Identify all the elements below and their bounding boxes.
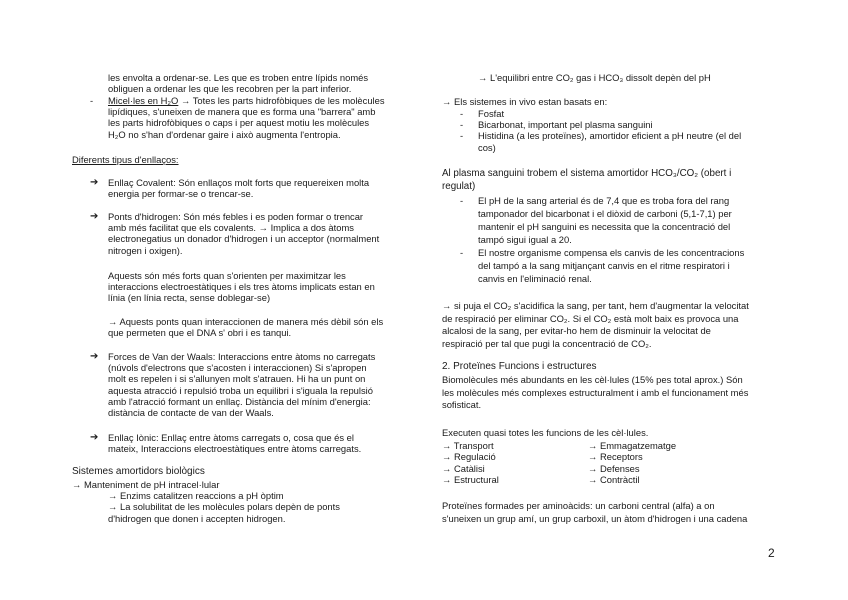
hydrogen-paragraph-2	[108, 270, 406, 304]
text-line: Enllaç Covalent: Són enllaços molt forts que requereixen molta	[108, 177, 370, 188]
arrow-bullet-icon: ➔	[90, 177, 99, 188]
text-line: Forces de Van der Waals: Interaccions entre àtoms no carregats	[108, 351, 376, 362]
invivo-list	[460, 108, 778, 153]
text-line: → Enzims catalitzen reaccions a pH òptim	[108, 490, 284, 502]
equilibrium-line: → L'equilibri entre CO₂ gas i HCO₃ dissolt depèn del pH	[478, 72, 711, 83]
text-line: electronegatius un donador d'hidrogen i un acceptor (normalment	[108, 233, 380, 245]
proteins-heading: 2. Proteïnes Funcions i estructures	[442, 361, 597, 372]
functions-row: → Regulació → Receptors	[442, 451, 643, 463]
text-line: sofisticat.	[442, 399, 482, 411]
bullet-dash: -	[90, 95, 94, 106]
text-line: respiració per tal que pugi la concentració de CO₂.	[442, 337, 652, 349]
co2-paragraph	[442, 300, 778, 350]
text-line: Aquests són més forts quan s'orienten per maximitzar les	[108, 270, 346, 281]
text-line: Enllaç Iònic: Enllaç entre àtoms carregats o, cosa que és el	[108, 432, 354, 443]
text-line: les envolta a ordenar-se. Les que es troben entre lípids només	[108, 72, 369, 83]
arrow-glyph: →	[180, 95, 191, 106]
bullet-dash: -	[460, 108, 464, 119]
page-number: 2	[768, 546, 775, 560]
text-line: → Manteniment de pH intracel·lular	[72, 479, 220, 490]
text-line: nitrogen i oxigen).	[108, 244, 183, 256]
hydrogen-paragraph-3	[108, 316, 406, 338]
functions-row: → Transport → Emmagatzematge	[442, 440, 677, 451]
text-line: tamponador del bicarbonat i el diòxid de carboni (5,1-7,1) per	[478, 208, 732, 219]
text-line: El pH de la sang arterial és de 7,4 que es troba fora del rang	[478, 195, 730, 206]
functions-intro: Executen quasi totes les funcions de les cèl·lules.	[442, 427, 649, 438]
proteins-paragraph	[442, 374, 778, 412]
micelles-label: Micel·les en H₂O	[108, 95, 179, 106]
plasma-paragraph	[442, 167, 778, 193]
text-line: Al plasma sanguini trobem el sistema amortidor HCO₃/CO₂ (obert i	[442, 168, 732, 179]
list-item: - Bicarbonat, important pel plasma sanguini	[460, 119, 653, 131]
text-line: (núvols d'electrons que s'acosten i interaccionen) Si s'apropen	[108, 362, 367, 374]
text-line: d'hidrogen que donen i accepten hidrogen.	[108, 512, 286, 524]
list-item: - Fosfat	[460, 108, 505, 119]
functions-table	[442, 440, 762, 485]
text-line: del tampó a la sang mitjançant canvis en el ritme respiratori i	[478, 260, 730, 271]
text-line: Totes les parts hidrofòbiques de les molècules	[192, 95, 385, 106]
invivo-intro: → Els sistemes in vivo estan basats en:	[442, 96, 608, 107]
arrow-bullet-icon: ➔	[90, 211, 99, 222]
text-line: distància de contacte de van der Waals.	[108, 407, 274, 419]
text-line: amb l'atracció formant un enllaç. Distància del mínim d'energia:	[108, 395, 371, 407]
text-line: molt es repelen i si s'allunyen molt s'atrauen. Hi ha un punt on	[108, 373, 366, 385]
text-line: les molècules més complexes estructuralment i amb el funcionament més	[442, 386, 749, 398]
aminoacids-paragraph	[442, 499, 778, 525]
text-line: H₂O no s'han d'ordenar gaire i això augmenta l'entropia.	[108, 128, 341, 140]
section-heading-links: Diferents tipus d'enllaços:	[72, 154, 179, 165]
arrow-bullet-icon: ➔	[90, 351, 99, 362]
bullet-dash: -	[460, 119, 464, 131]
bullet-dash: -	[460, 195, 464, 206]
text-line: interaccions electroestàtiques i els tres àtoms implicats estan en	[108, 281, 375, 293]
text-line: regulat)	[442, 181, 476, 192]
text-line: tampó sigui igual a 20.	[478, 234, 572, 245]
text-line: s'uneixen un grup amí, un grup carboxil, un àtom d'hidrogen i una cadena	[442, 513, 748, 524]
text-line: obliguen a ordenar les que les recobren per la part inferior.	[108, 83, 352, 95]
text-line: mateix, Interaccions electroestàtiques entre àtoms carregats.	[108, 443, 362, 455]
functions-row: → Estructural → Contràctil	[442, 473, 640, 485]
list-item: - Histidina (a les proteïnes), amortidor eficient a pH neutre (el del cos)	[460, 130, 742, 153]
text-line: alcalosi de la sang, per evitar-ho hem de disminuir la velocitat de	[442, 325, 711, 337]
text-line: lipídiques, s'uneixen de manera que es forma una "barrera" amb	[108, 106, 376, 118]
text-line: mantenir el pH sanguini es necessita que la concentració del	[478, 221, 731, 232]
intro-paragraph	[108, 72, 406, 94]
text-line: energia per formar-se o trencar-se.	[108, 188, 254, 200]
text-line: → Aquests ponts quan interaccionen de manera més dèbil són els	[108, 316, 384, 327]
text-line: El nostre organisme compensa els canvis de les concentracions	[478, 247, 745, 258]
text-line: Ponts d'hidrogen: Són més febles i es poden formar o trencar	[108, 211, 364, 222]
text-line: de respiració per eliminar CO₂. Si el CO₂ està molt baix es provoca una	[442, 312, 739, 324]
text-line: que permeten que el DNA s' obri i es tanqui.	[108, 327, 292, 339]
text-line: línia (en línia recta, sense doblegar-se)	[108, 292, 271, 304]
text-line: Proteïnes formades per aminoàcids: un carboni central (alfa) a on	[442, 500, 715, 511]
text-line: les parts hidrofòbiques o caps i per aquest motiu les molècules	[108, 117, 370, 129]
buffers-list	[72, 479, 408, 524]
bullet-dash: -	[460, 247, 464, 258]
text-line: aquesta atracció i repulsió troba un equilibri i s'iguala la repulsió	[108, 384, 373, 396]
text-line: → La solubilitat de les molècules polars depèn de ponts	[108, 501, 340, 513]
bullet-dash: -	[460, 130, 464, 142]
text-line: Biomolècules més abundants en les cèl·lules (15% pes total aprox.) Són	[442, 374, 743, 385]
functions-row: → Catàlisi → Defenses	[442, 462, 640, 474]
arrow-bullet-icon: ➔	[90, 432, 99, 443]
text-line: canvis en l'eliminació renal.	[478, 273, 592, 284]
buffers-heading: Sistemes amortidors biològics	[72, 466, 205, 477]
text-line: amb més facilitat que els covalents. → Implica a dos àtoms	[108, 222, 354, 234]
text-line: → si puja el CO₂ s'acidifica la sang, per tant, hem d'augmentar la velocitat	[442, 300, 749, 311]
